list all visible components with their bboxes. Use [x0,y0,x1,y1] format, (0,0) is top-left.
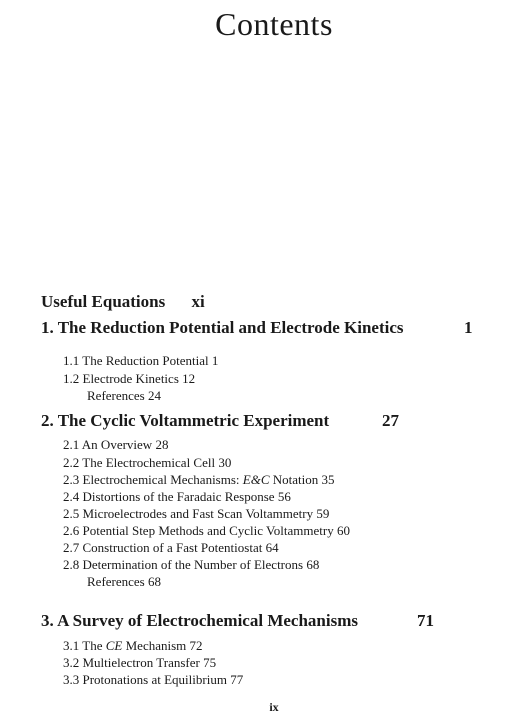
section-number: 3.2 [63,655,80,670]
section-title: The Reduction Potential [82,353,209,368]
section-title: Microelectrodes and Fast Scan Voltammetry [82,506,314,521]
section-title-notation: E&C [242,472,270,487]
section-page: 64 [265,540,279,555]
section-number: 2.2 [63,455,80,470]
section-title: The Electrochemical Cell [82,455,216,470]
section-page: 24 [148,388,161,403]
chapter-1-page: 1 [464,318,473,337]
chapter-3-page: 71 [417,611,434,630]
section-number: 1.1 [63,353,80,368]
toc-section [63,523,350,539]
entry-title: Useful Equations [41,292,166,311]
section-title: References [87,388,145,403]
chapter-2-page: 27 [382,411,399,430]
toc-section [63,489,291,505]
chapter-title: The Cyclic Voltammetric Experiment [57,411,330,430]
section-page: 30 [218,455,232,470]
section-page: 35 [321,472,335,487]
toc-section [63,557,319,573]
toc-section [63,353,218,369]
page-folio: ix [269,700,279,714]
toc-section [63,655,216,671]
toc-chapter-2 [41,411,329,431]
section-number: 3.3 [63,672,80,687]
section-number: 2.8 [63,557,80,572]
entry-page: xi [191,292,205,311]
section-title: Determination of the Number of Electrons [82,557,304,572]
section-title-suffix: Notation [272,472,319,487]
section-title-notation: CE [105,638,123,653]
section-page: 68 [148,574,161,589]
section-page: 68 [306,557,320,572]
section-page: 75 [203,655,217,670]
toc-section [63,540,279,556]
section-title: Construction of a Fast Potentiostat [82,540,263,555]
section-number: 1.2 [63,371,80,386]
section-page: 1 [211,353,219,368]
section-page: 60 [336,523,350,538]
section-number: 2.5 [63,506,80,521]
toc-section [63,371,195,387]
section-page: 77 [230,672,244,687]
toc-entry-useful-equations [41,292,205,312]
section-number: 3.1 [63,638,80,653]
section-title: Electrochemical Mechanisms: [82,472,240,487]
chapter-number: 2. [41,411,54,430]
section-number: 2.1 [63,437,80,452]
toc-references [87,574,161,590]
chapter-title: The Reduction Potential and Electrode Kinetics [57,318,404,337]
section-number: 2.4 [63,489,80,504]
toc-chapter-1 [41,318,404,338]
chapter-number: 1. [41,318,54,337]
page-title: Contents [215,6,333,42]
toc-references [87,388,161,404]
toc-section [63,437,168,453]
toc-section [63,472,335,488]
section-number: 2.6 [63,523,80,538]
section-title: Multielectron Transfer [82,655,200,670]
section-number: 2.7 [63,540,80,555]
section-title: Protonations at Equilibrium [82,672,227,687]
section-title: The [82,638,103,653]
section-title-suffix: Mechanism [125,638,187,653]
section-title: An Overview [81,437,153,452]
chapter-number: 3. [41,611,54,630]
section-page: 59 [316,506,330,521]
section-page: 12 [182,371,196,386]
section-title: Distortions of the Faradaic Response [82,489,275,504]
toc-chapter-3 [41,611,358,631]
section-page: 56 [277,489,291,504]
toc-section [63,455,231,471]
section-title: Potential Step Methods and Cyclic Voltammetry [82,523,334,538]
toc-section [63,638,203,654]
section-page: 28 [155,437,169,452]
section-number: 2.3 [63,472,80,487]
section-title: References [87,574,145,589]
section-title: Electrode Kinetics [82,371,179,386]
toc-section [63,506,329,522]
toc-section [63,672,243,688]
chapter-title: A Survey of Electrochemical Mechanisms [57,611,358,630]
section-page: 72 [189,638,203,653]
